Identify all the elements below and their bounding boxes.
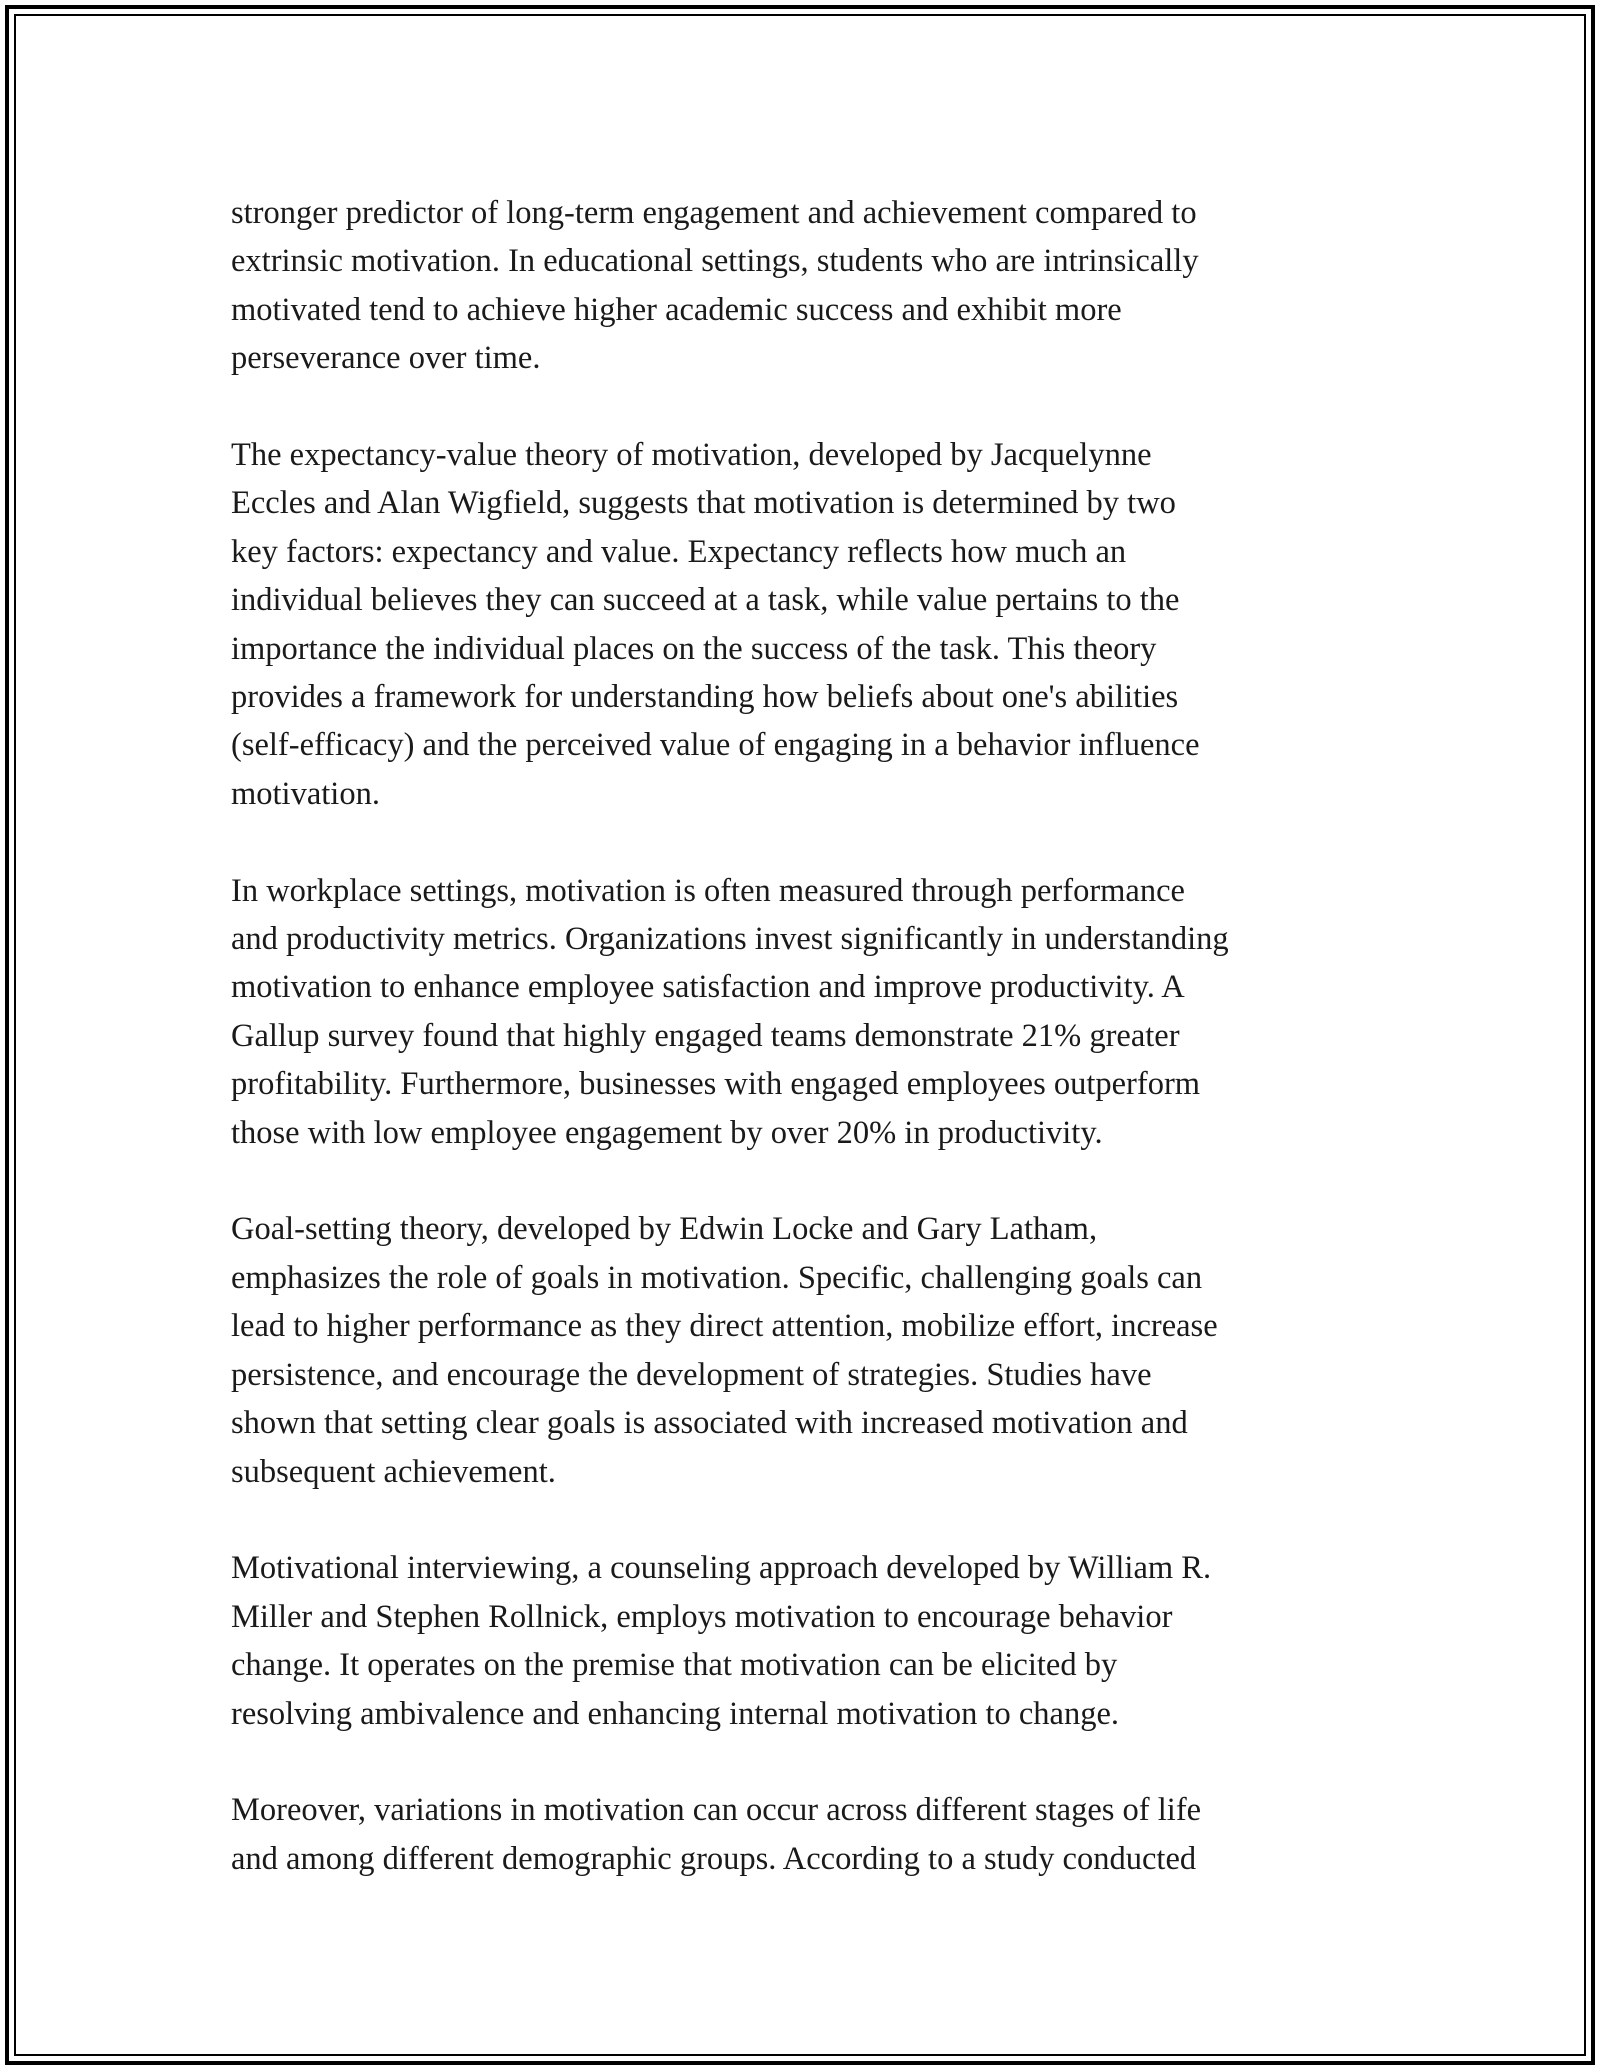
- text-line: emphasizes the role of goals in motivation. Specific, challenging goals can: [231, 1259, 1203, 1296]
- paragraph-motivational-interviewing: [231, 1544, 1371, 1738]
- text-line: individual believes they can succeed at a task, while value pertains to the: [231, 582, 1180, 619]
- text-line: Eccles and Alan Wigfield, suggests that motivation is determined by two: [231, 485, 1176, 522]
- text-line: shown that setting clear goals is associated with increased motivation and: [231, 1405, 1188, 1442]
- text-line: lead to higher performance as they direct attention, mobilize effort, increase: [231, 1308, 1218, 1345]
- text-line: In workplace settings, motivation is often measured through performance: [231, 872, 1185, 909]
- text-line: those with low employee engagement by over 20% in productivity.: [231, 1114, 1103, 1151]
- text-line: (self-efficacy) and the perceived value of engaging in a behavior influence: [231, 727, 1200, 764]
- text-line: change. It operates on the premise that motivation can be elicited by: [231, 1647, 1118, 1684]
- text-line: key factors: expectancy and value. Expectancy reflects how much an: [231, 533, 1127, 570]
- text-line: and productivity metrics. Organizations invest significantly in understanding: [231, 921, 1229, 958]
- text-line: persistence, and encourage the development of strategies. Studies have: [231, 1356, 1152, 1393]
- text-line: Goal-setting theory, developed by Edwin Locke and Gary Latham,: [231, 1211, 1098, 1248]
- text-line: stronger predictor of long-term engagement and achievement compared to: [231, 195, 1197, 231]
- text-line: The expectancy-value theory of motivation, developed by Jacquelynne: [231, 437, 1152, 474]
- text-line: Miller and Stephen Rollnick, employs motivation to encourage behavior: [231, 1598, 1173, 1635]
- text-line: importance the individual places on the success of the task. This theory: [231, 630, 1157, 667]
- text-line: resolving ambivalence and enhancing internal motivation to change.: [231, 1695, 1120, 1732]
- paragraph-intrinsic-motivation: [231, 189, 1371, 383]
- text-line: motivation.: [231, 775, 380, 812]
- text-line: and among different demographic groups. According to a study conducted: [231, 1840, 1197, 1877]
- document-body: [231, 189, 1371, 1932]
- text-line: provides a framework for understanding how beliefs about one's abilities: [231, 679, 1179, 716]
- text-line: motivated tend to achieve higher academic success and exhibit more: [231, 291, 1122, 328]
- text-line: extrinsic motivation. In educational settings, students who are intrinsically: [231, 243, 1199, 280]
- text-line: profitability. Furthermore, businesses with engaged employees outperform: [231, 1066, 1201, 1103]
- text-line: subsequent achievement.: [231, 1453, 556, 1490]
- text-line: Moreover, variations in motivation can occur across different stages of life: [231, 1792, 1202, 1829]
- text-line: perseverance over time.: [231, 340, 541, 377]
- text-line: motivation to enhance employee satisfaction and improve productivity. A: [231, 969, 1185, 1006]
- paragraph-demographic-variations: [231, 1786, 1371, 1883]
- text-line: Gallup survey found that highly engaged teams demonstrate 21% greater: [231, 1017, 1180, 1054]
- paragraph-goal-setting-theory: [231, 1205, 1371, 1495]
- text-line: Motivational interviewing, a counseling approach developed by William R.: [231, 1550, 1212, 1587]
- paragraph-workplace-motivation: [231, 867, 1371, 1157]
- paragraph-expectancy-value-theory: [231, 431, 1371, 818]
